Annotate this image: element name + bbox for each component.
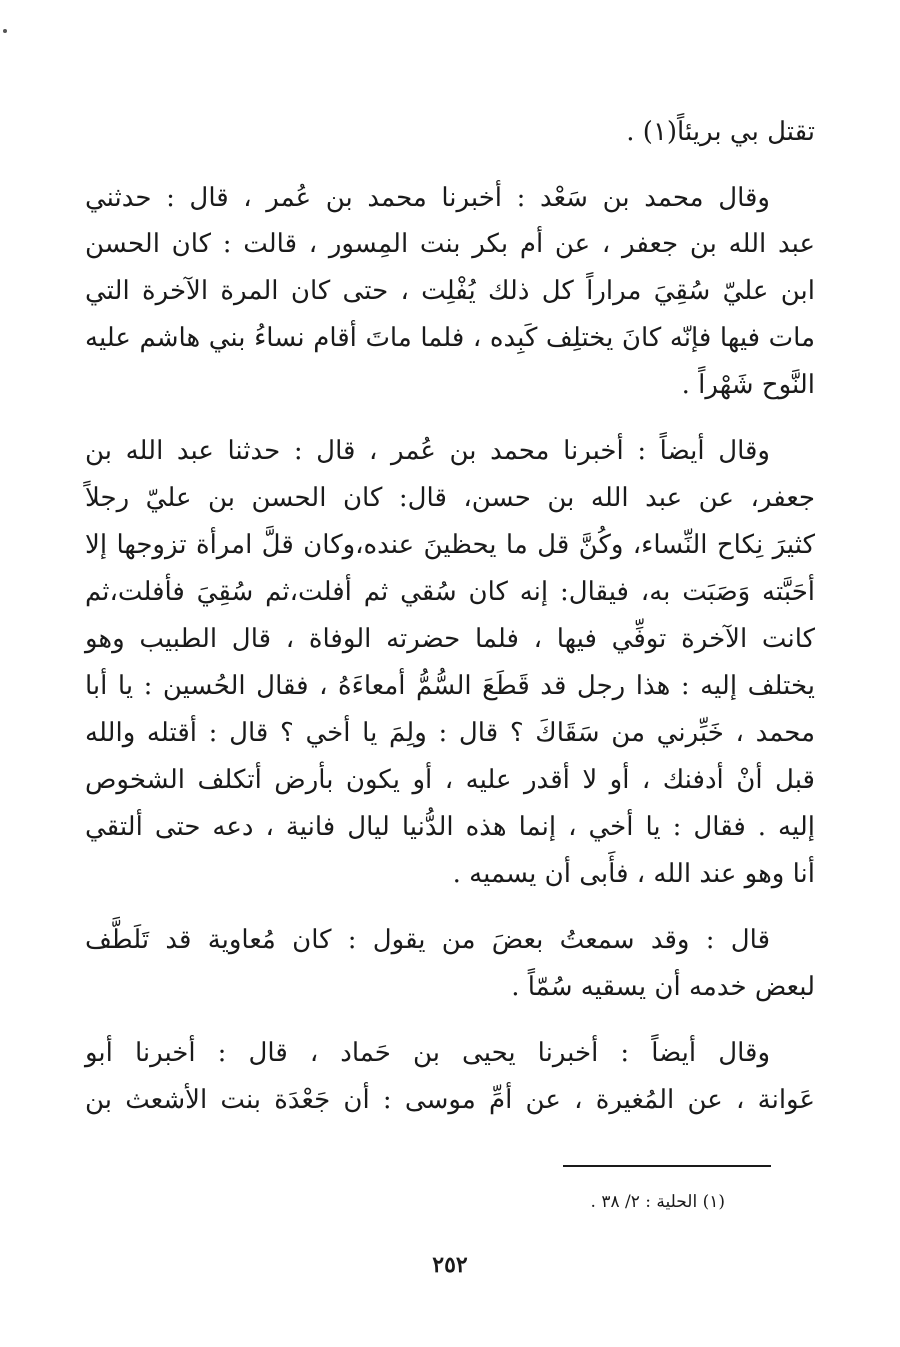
text-line: تقتل بي بريئاً(١) . [626,117,815,147]
text-line: كانت الآخرة توفِّي فيها ، فلما حضرته الوفاة ، قال الطبيب وهو [85,624,815,654]
footnote-separator [563,1165,771,1167]
text-line: لبعض خدمه أن يسقيه سُمّاً . [511,972,815,1002]
text-line: وقال محمد بن سَعْد : أخبرنا محمد بن عُمر ، قال : حدثني [85,183,770,213]
text-line: محمد ، خَبِّرني من سَقَاكَ ؟ قال : ولِمَ يا أخي ؟ قال : أقتله والله [85,718,815,748]
text-line: يختلف إليه : هذا رجل قد قَطَعَ السُّمُّ أمعاءَهُ ، فقال الحُسين : يا أبا [85,671,815,701]
text-line: أنا وهو عند الله ، فأَبى أن يسميه . [452,859,815,889]
text-line: إليه . فقال : يا أخي ، إنما هذه الدُّنيا ليال فانية ، دعه حتى ألتقي [85,812,815,842]
text-line: ابن عليّ سُقِيَ مراراً كل ذلك يُفْلِت ، حتى كان المرة الآخرة التي [85,276,815,306]
text-line: وقال أيضاً : أخبرنا يحيى بن حَماد ، قال : أخبرنا أبو [85,1038,770,1068]
text-line: كثيرَ نِكاح النِّساء، وكُنَّ قل ما يحظينَ عنده،وكان قلَّ امرأة تزوجها إلا [85,530,815,560]
text-line: أحَبَّته وَصَبَت به، فيقال: إنه كان سُقي ثم أفلت،ثم سُقِيَ فأفلت،ثم [85,577,815,607]
text-line: قال : وقد سمعتُ بعضَ من يقول : كان مُعاوية قد تَلَطَّف [85,925,770,955]
scan-mark [3,29,7,33]
footnote: (١) الحلية : ٢/ ٣٨ . [590,1192,725,1212]
text-line: قبل أنْ أدفنك ، أو لا أقدر عليه ، أو يكون بأرض أتكلف الشخوص [85,765,815,795]
text-line: مات فيها فإنّه كانَ يختلِف كَبِده ، فلما ماتَ أقام نساءُ بني هاشم عليه [85,323,815,353]
page-number: ٢٥٢ [432,1252,468,1278]
text-line: النَّوح شَهْراً . [681,370,815,400]
text-line: عبد الله بن جعفر ، عن أم بكر بنت المِسور ، قالت : كان الحسن [85,229,815,259]
text-line: عَوانة ، عن المُغيرة ، عن أمِّ موسى : أن جَعْدَة بنت الأشعث بن [85,1085,815,1115]
text-line: جعفر، عن عبد الله بن حسن، قال: كان الحسن بن عليّ رجلاً [85,483,815,513]
text-line: وقال أيضاً : أخبرنا محمد بن عُمر ، قال : حدثنا عبد الله بن [85,436,770,466]
